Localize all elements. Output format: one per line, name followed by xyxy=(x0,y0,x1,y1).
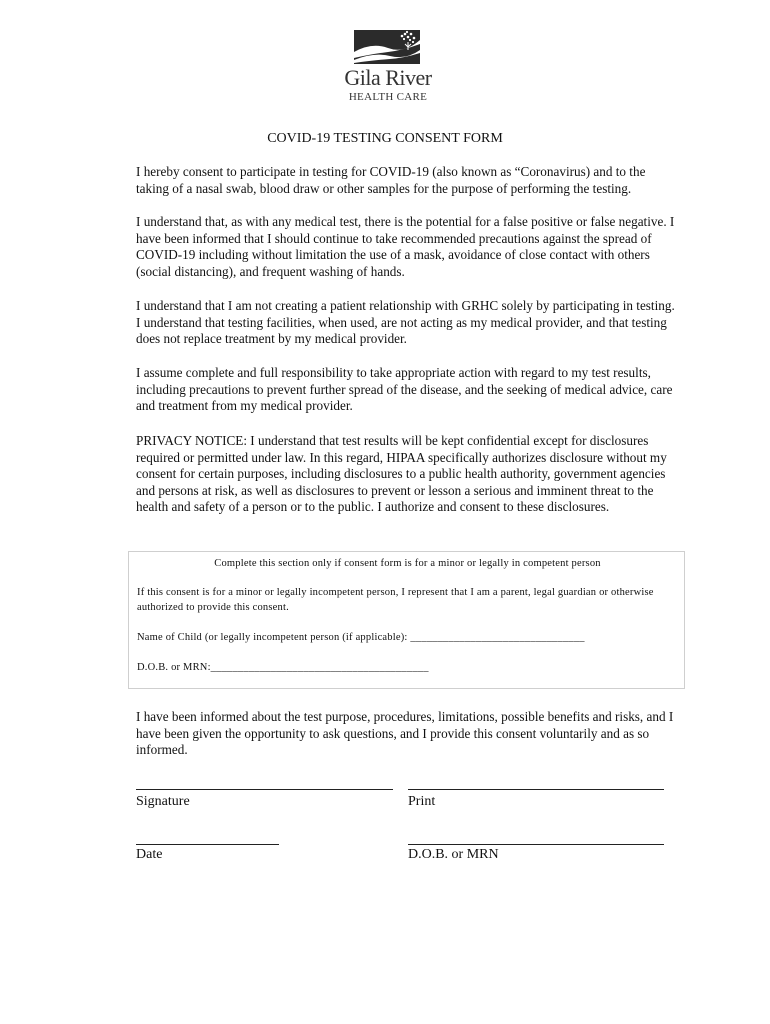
print-name-line[interactable] xyxy=(408,789,664,790)
date-label: Date xyxy=(136,847,163,862)
gila-river-logo xyxy=(338,30,438,106)
signature-label: Signature xyxy=(136,794,190,809)
minor-dob-mrn-field[interactable]: D.O.B. or MRN:________________________________________ xyxy=(137,662,429,673)
consent-paragraph-2: I understand that, as with any medical test, there is the potential for a false positive or false negative. I have been informed that I should continue to take recommended precautions against the spread of COVID-19 including without limitation the use of a mask, avoidance of close contact with others (social distancing), and frequent washing of hands. xyxy=(136,214,675,279)
print-label: Print xyxy=(408,794,436,809)
logo-name: Gila River xyxy=(344,65,432,90)
date-line[interactable] xyxy=(136,844,279,845)
informed-consent-paragraph: I have been informed about the test purpose, procedures, limitations, possible benefits and risks, and I have been given the opportunity to ask questions, and I provide this consent voluntarily and as so informed. xyxy=(136,709,674,757)
gila-river-logo-icon xyxy=(354,30,420,64)
privacy-notice-paragraph: PRIVACY NOTICE: I understand that test results will be kept confidential except for disclosures required or permitted under law. In this regard, HIPAA specifically authorizes disclosure without my consent for certain purposes, including disclosures to a public health authority, government agencies and persons at risk, as well as disclosures to prevent or lesson a serious and imminent threat to the health and safety of a person or to the public. I authorize and consent to these disclosures. xyxy=(136,433,667,514)
dob-mrn-line[interactable] xyxy=(408,844,664,845)
minor-section-statement: If this consent is for a minor or legally incompetent person, I represent that I am a parent, legal guardian or otherwise authorized to provide this consent. xyxy=(137,587,654,613)
consent-paragraph-1: I hereby consent to participate in testing for COVID-19 (also known as “Coronavirus) and to the taking of a nasal swab, blood draw or other samples for the purpose of performing the testing. xyxy=(136,164,646,196)
form-title: COVID-19 TESTING CONSENT FORM xyxy=(267,131,503,146)
consent-paragraph-3: I understand that I am not creating a patient relationship with GRHC solely by participating in testing. I understand that testing facilities, when used, are not acting as my medical provider, and that testing does not replace treatment by my medical provider. xyxy=(136,298,675,346)
consent-paragraph-4: I assume complete and full responsibility to take appropriate action with regard to my test results, including precautions to prevent further spread of the disease, and the seeking of medical advice, care and treatment from my medical provider. xyxy=(136,365,673,413)
logo-subtitle: HEALTH CARE xyxy=(348,91,428,103)
minor-consent-section xyxy=(128,551,685,689)
dob-mrn-label: D.O.B. or MRN xyxy=(408,847,499,862)
child-name-field[interactable]: Name of Child (or legally incompetent person (if applicable): ________________________________ xyxy=(137,632,585,643)
minor-section-heading: Complete this section only if consent form is for a minor or legally in competent person xyxy=(214,558,601,569)
signature-line[interactable] xyxy=(136,789,393,790)
